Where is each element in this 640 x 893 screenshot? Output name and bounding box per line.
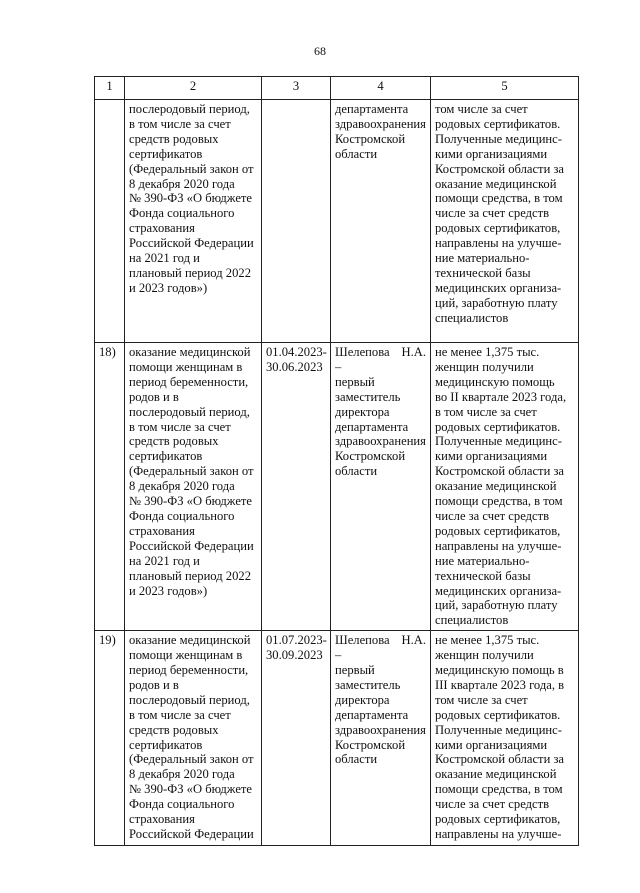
page-number: 68 [314,44,326,58]
result-cell: том числе за счет родовых сертификатов. Полученные медицинс- кими организациями Костромской области за оказание медицинской помощи средства, в том числе за счет средств родовых сертификатов, направлены на улучше- ние материально- технической базы медицинских организа- ций, заработную плату специалистов [431,100,579,343]
result-cell: не менее 1,375 тыс. женщин получили медицинскую помощь в III квартале 2023 года, в том числе за счет родовых сертификатов. Полученные медицинс- кими организациями Костромской области за оказание медицинской помощи средства, в том числе за счет средств родовых сертификатов, направлены на улучше- [431,631,579,846]
plan-table [94,76,579,846]
header-cell: 3 [262,77,331,100]
activity-cell: послеродовый период, в том числе за счет средств родовых сертификатов (Федеральный закон от 8 декабря 2020 года № 390-ФЗ «О бюджете Фонда социального страхования Российской Федерации на 2021 год и плановый период 2022 и 2023 годов») [125,100,262,343]
responsible-cell: Шелепова Н.А. – первый заместитель директора департамента здравоохранения Костромской области [331,631,431,846]
table-row [95,100,579,343]
row-number: 19) [95,631,125,846]
table-header-row [95,77,579,100]
result-cell: не менее 1,375 тыс. женщин получили медицинскую помощь во II квартале 2023 года, в том числе за счет родовых сертификатов. Полученные медицинс- кими организациями Костромской области за оказание медицинской помощи средства, в том числе за счет средств родовых сертификатов, направлены на улучше- ние материально- технической базы медицинских организа- ций, заработную плату специалистов [431,343,579,631]
dates-cell: 01.07.2023- 30.09.2023 [262,631,331,846]
row-number [95,100,125,343]
dates-cell: 01.04.2023- 30.06.2023 [262,343,331,631]
activity-cell: оказание медицинской помощи женщинам в период беременности, родов и в послеродовый период, в том числе за счет средств родовых сертификатов (Федеральный закон от 8 декабря 2020 года № 390-ФЗ «О бюджете Фонда социального страхования Российской Федерации на 2021 год и плановый период 2022 и 2023 годов») [125,343,262,631]
table-row [95,343,579,631]
dates-cell [262,100,331,343]
responsible-cell: департамента здравоохранения Костромской области [331,100,431,343]
header-cell: 1 [95,77,125,100]
activity-cell: оказание медицинской помощи женщинам в период беременности, родов и в послеродовый период, в том числе за счет средств родовых сертификатов (Федеральный закон от 8 декабря 2020 года № 390-ФЗ «О бюджете Фонда социального страхования Российской Федерации [125,631,262,846]
table-row [95,631,579,846]
responsible-cell: Шелепова Н.А. – первый заместитель директора департамента здравоохранения Костромской области [331,343,431,631]
row-number: 18) [95,343,125,631]
header-cell: 4 [331,77,431,100]
header-cell: 5 [431,77,579,100]
header-cell: 2 [125,77,262,100]
